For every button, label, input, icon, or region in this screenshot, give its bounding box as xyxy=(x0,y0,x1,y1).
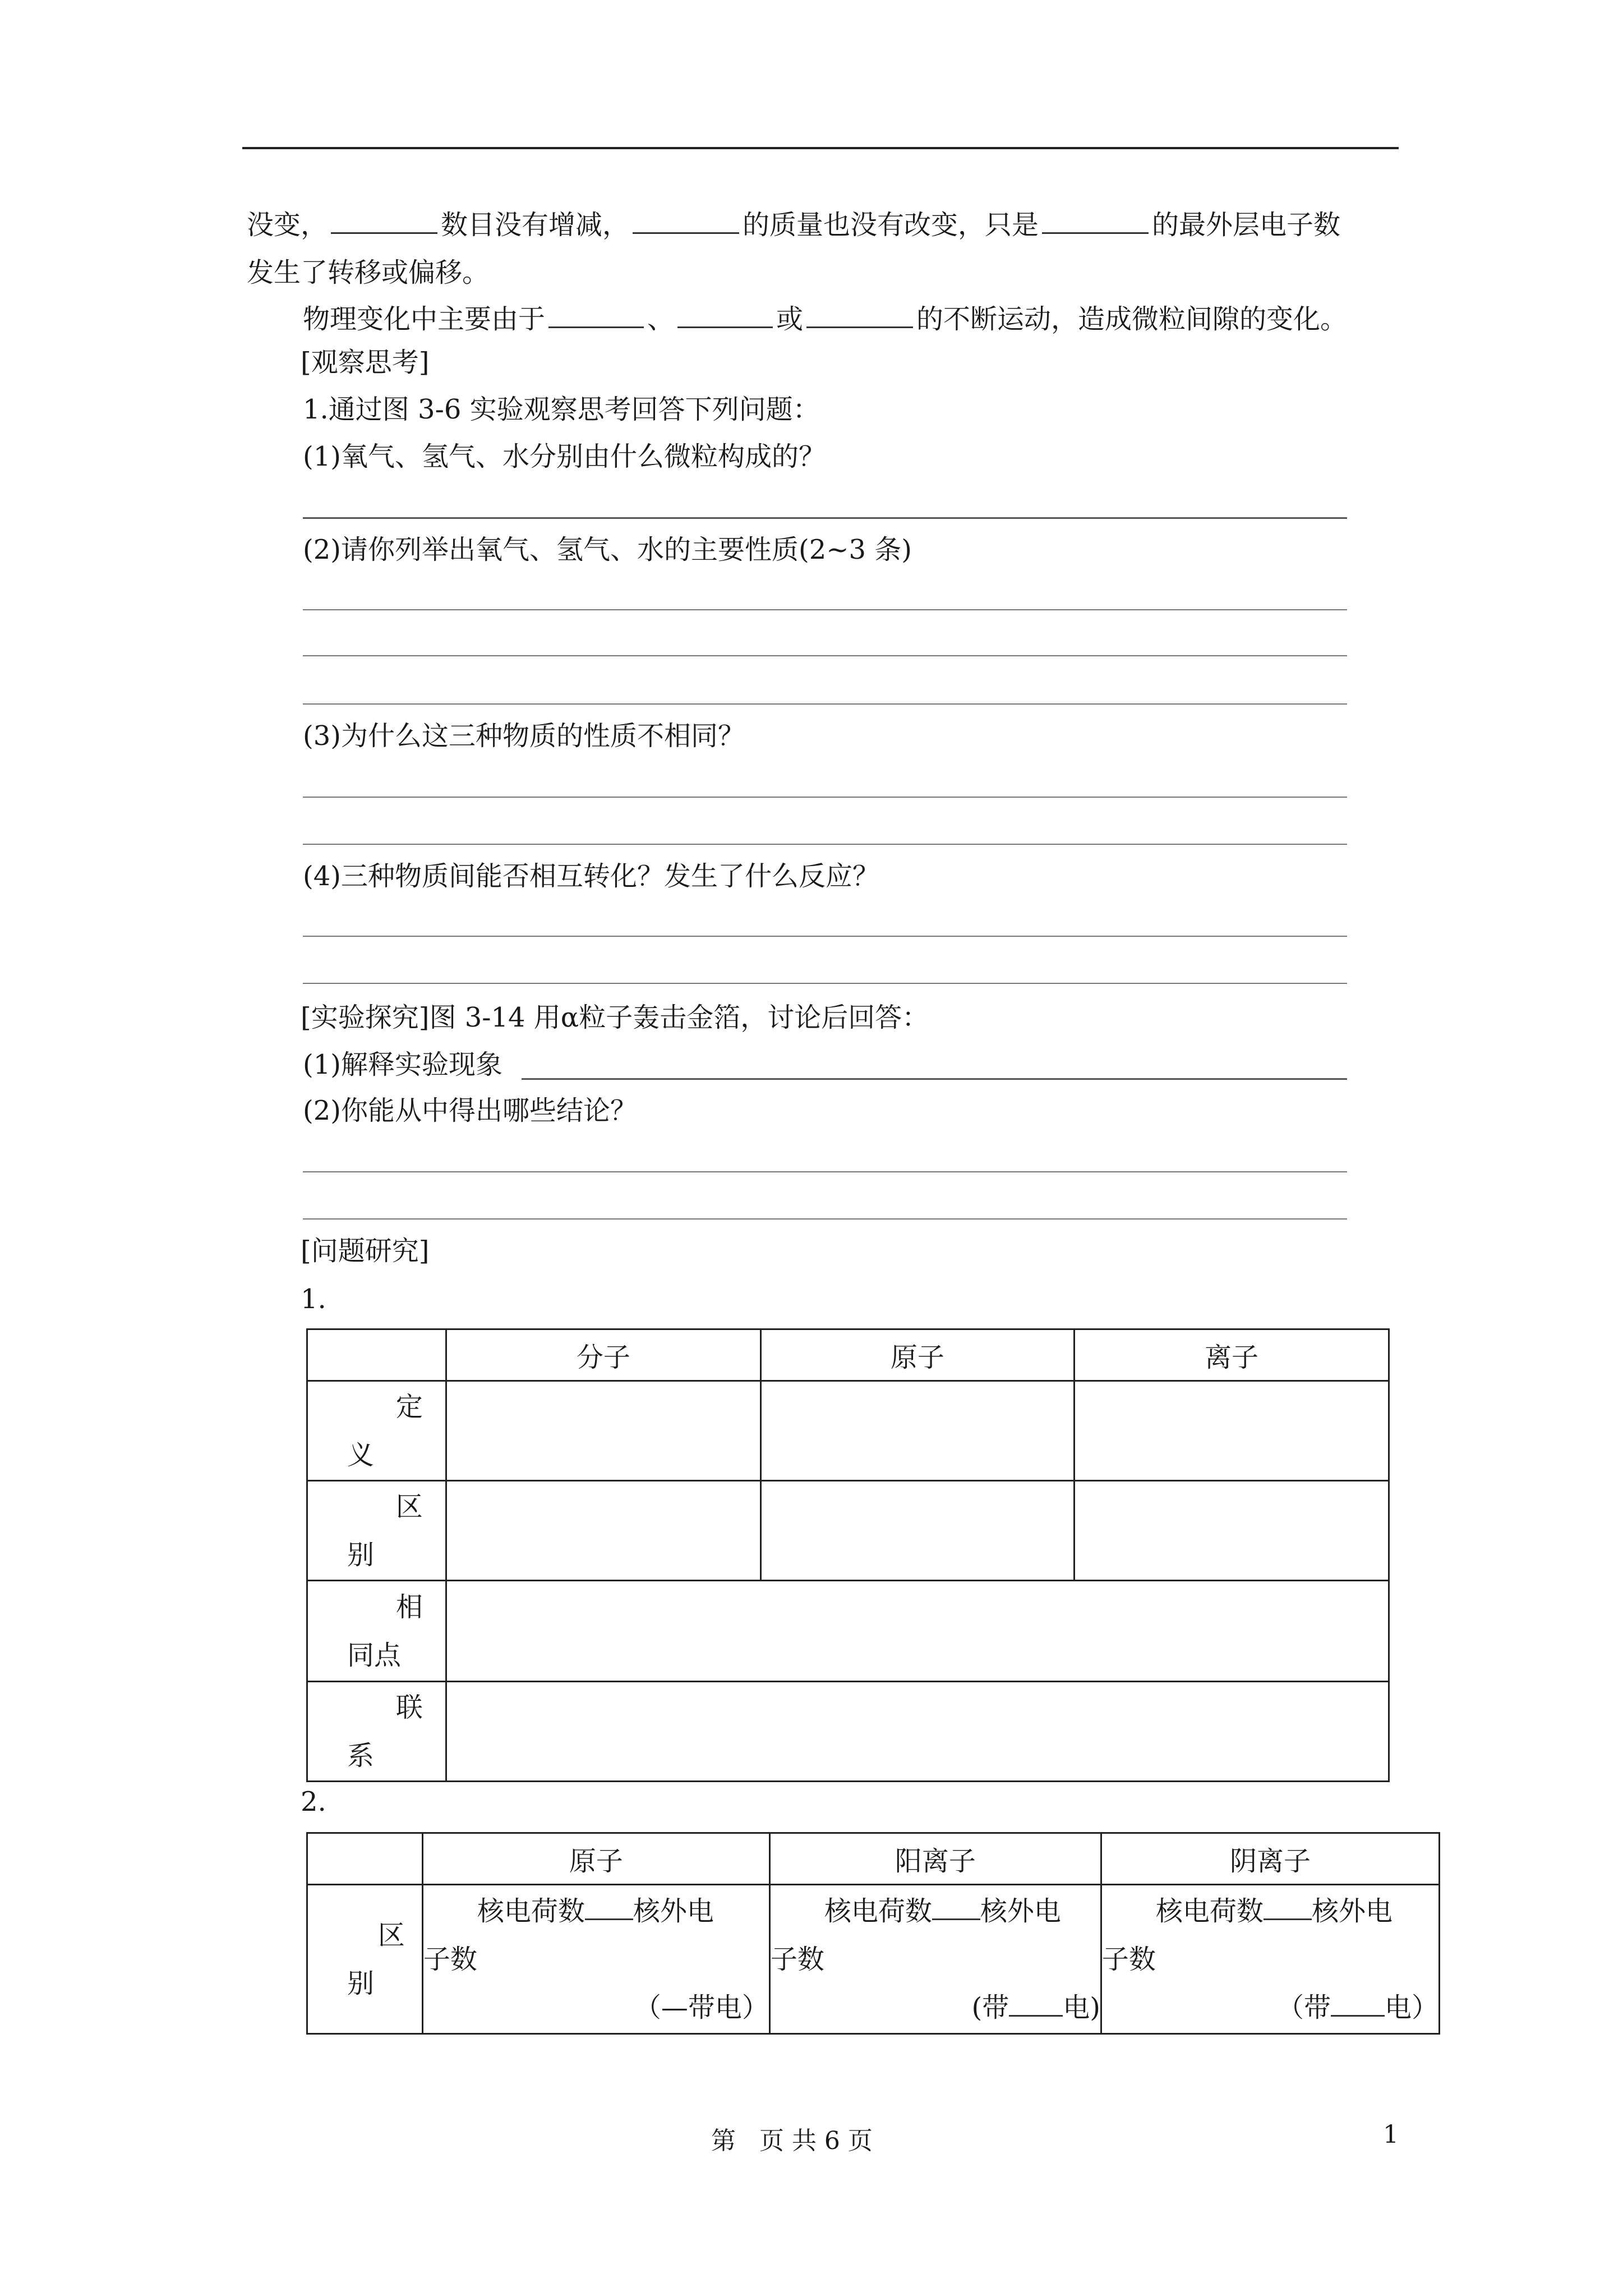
row-header xyxy=(307,1481,446,1581)
row-header-line: 系 xyxy=(347,1740,375,1772)
text: 电) xyxy=(1063,1991,1100,2023)
fill-blank[interactable] xyxy=(1264,1895,1312,1920)
table-row xyxy=(307,1381,1389,1481)
table-header-row xyxy=(307,1833,1440,1885)
row-header-line: 别 xyxy=(347,1967,375,1999)
table-header-cell: 阳离子 xyxy=(769,1833,1101,1885)
text: 核外电 xyxy=(980,1895,1061,1927)
text: 的质量也没有改变，只是 xyxy=(743,209,1039,241)
cell-line: 子数 xyxy=(423,1943,477,1975)
fill-blank[interactable] xyxy=(932,1895,980,1920)
cell-line xyxy=(771,1984,1100,2032)
row-header-line: 相 xyxy=(395,1591,423,1623)
text: 核电荷数 xyxy=(1155,1895,1264,1927)
table-header-cell: 原子 xyxy=(422,1833,769,1885)
fill-blank[interactable] xyxy=(585,1895,633,1920)
question-1-2: (2)请你列举出氧气、氢气、水的主要性质(2~3 条) xyxy=(303,534,912,565)
table-cell[interactable] xyxy=(760,1481,1074,1581)
text: 数目没有增减， xyxy=(441,209,630,241)
text: 电） xyxy=(1384,1991,1438,2023)
row-header xyxy=(307,1885,423,2034)
answer-line[interactable] xyxy=(303,797,1347,798)
fill-blank[interactable] xyxy=(548,301,644,328)
section-heading-experiment: [实验探究]图 3-14 用α粒子轰击金箔，讨论后回答： xyxy=(301,1002,929,1033)
table-header-cell xyxy=(307,1329,446,1381)
table-header-cell: 原子 xyxy=(760,1329,1074,1381)
row-header xyxy=(307,1682,446,1782)
table-header-cell: 阴离子 xyxy=(1101,1833,1439,1885)
cell-line: （—带电） xyxy=(634,1991,769,2023)
answer-line[interactable] xyxy=(303,703,1347,705)
cell-line xyxy=(1102,1887,1438,1935)
table-1-label: 1. xyxy=(301,1283,326,1315)
table-row xyxy=(307,1682,1389,1782)
row-header-line: 定 xyxy=(395,1391,423,1423)
text-line-2: 发生了转移或偏移。 xyxy=(247,257,490,288)
table-cell[interactable] xyxy=(446,1481,760,1581)
cell-line xyxy=(771,1887,1100,1935)
fill-blank[interactable] xyxy=(633,206,739,234)
text: 核电荷数 xyxy=(477,1895,585,1927)
cell-line: 子数 xyxy=(1101,1943,1156,1975)
fill-blank[interactable] xyxy=(677,301,773,328)
row-header-line: 联 xyxy=(395,1691,423,1723)
table-cell[interactable] xyxy=(760,1381,1074,1481)
text: 核外电 xyxy=(1311,1895,1393,1927)
table-header-row xyxy=(307,1329,1389,1381)
answer-line[interactable] xyxy=(303,1218,1347,1220)
text: 的最外层电子数 xyxy=(1152,209,1341,241)
section-heading-observe: [观察思考] xyxy=(301,347,430,378)
table-cell xyxy=(422,1885,769,2034)
text-line-1 xyxy=(247,206,1340,242)
question-1-3: (3)为什么这三种物质的性质不相同？ xyxy=(303,720,745,752)
table-cell[interactable] xyxy=(1074,1381,1389,1481)
table-row xyxy=(307,1481,1389,1581)
question-1-1: (1)氧气、氢气、水分别由什么微粒构成的？ xyxy=(303,441,826,472)
text: 核电荷数 xyxy=(824,1895,932,1927)
table-row xyxy=(307,1885,1440,2034)
answer-line[interactable] xyxy=(303,983,1347,984)
answer-line[interactable] xyxy=(303,1171,1347,1172)
table-cell[interactable] xyxy=(1074,1481,1389,1581)
answer-line[interactable] xyxy=(522,1078,1347,1080)
experiment-question-2: (2)你能从中得出哪些结论？ xyxy=(303,1095,637,1126)
answer-line[interactable] xyxy=(303,936,1347,937)
fill-blank[interactable] xyxy=(806,301,913,328)
text: 或 xyxy=(776,303,804,335)
text: 核外电 xyxy=(633,1895,714,1927)
table-header-cell xyxy=(307,1833,423,1885)
row-header-line: 别 xyxy=(347,1539,375,1571)
question-1: 1.通过图 3-6 实验观察思考回答下列问题： xyxy=(303,394,820,425)
table-cell[interactable] xyxy=(446,1581,1389,1682)
comparison-table-2 xyxy=(306,1832,1440,2035)
answer-line[interactable] xyxy=(303,517,1347,519)
text: (带 xyxy=(971,1991,1009,2023)
text: 没变， xyxy=(247,209,328,241)
fill-blank[interactable] xyxy=(1331,1991,1385,2017)
fill-blank[interactable] xyxy=(1009,1991,1063,2017)
table-2-label: 2. xyxy=(301,1786,326,1818)
experiment-question-1: (1)解释实验现象 xyxy=(303,1049,502,1080)
fill-blank[interactable] xyxy=(331,206,437,234)
comparison-table-1 xyxy=(306,1328,1390,1782)
table-header-cell: 离子 xyxy=(1074,1329,1389,1381)
table-cell xyxy=(769,1885,1101,2034)
text-line-3 xyxy=(303,301,1347,336)
text: （带 xyxy=(1276,1991,1331,2023)
row-header xyxy=(307,1381,446,1481)
text: 的不断运动，造成微粒间隙的变化。 xyxy=(916,303,1348,335)
table-cell[interactable] xyxy=(446,1381,760,1481)
answer-line[interactable] xyxy=(303,655,1347,656)
answer-line[interactable] xyxy=(303,844,1347,845)
row-header-line: 区 xyxy=(377,1919,405,1951)
text: 、 xyxy=(647,303,675,335)
section-heading-research: [问题研究] xyxy=(301,1235,430,1267)
table-cell xyxy=(1101,1885,1439,2034)
row-header-line: 同点 xyxy=(347,1639,402,1671)
table-header-cell: 分子 xyxy=(446,1329,760,1381)
row-header-line: 区 xyxy=(395,1490,423,1522)
row-header-line: 义 xyxy=(347,1439,375,1471)
table-cell[interactable] xyxy=(446,1682,1389,1782)
text: 物理变化中主要由于 xyxy=(303,303,546,335)
cell-line xyxy=(423,1887,769,1935)
question-1-4: (4)三种物质间能否相互转化？发生了什么反应？ xyxy=(303,861,879,892)
answer-line[interactable] xyxy=(303,609,1347,610)
fill-blank[interactable] xyxy=(1042,206,1149,234)
footer-page-number: 1 xyxy=(1383,2120,1399,2149)
cell-line: 子数 xyxy=(770,1943,824,1975)
header-rule xyxy=(242,147,1399,149)
cell-line xyxy=(1102,1984,1438,2032)
row-header xyxy=(307,1581,446,1682)
footer-page-info: 第 页 共 6 页 xyxy=(711,2127,873,2155)
table-row xyxy=(307,1581,1389,1682)
